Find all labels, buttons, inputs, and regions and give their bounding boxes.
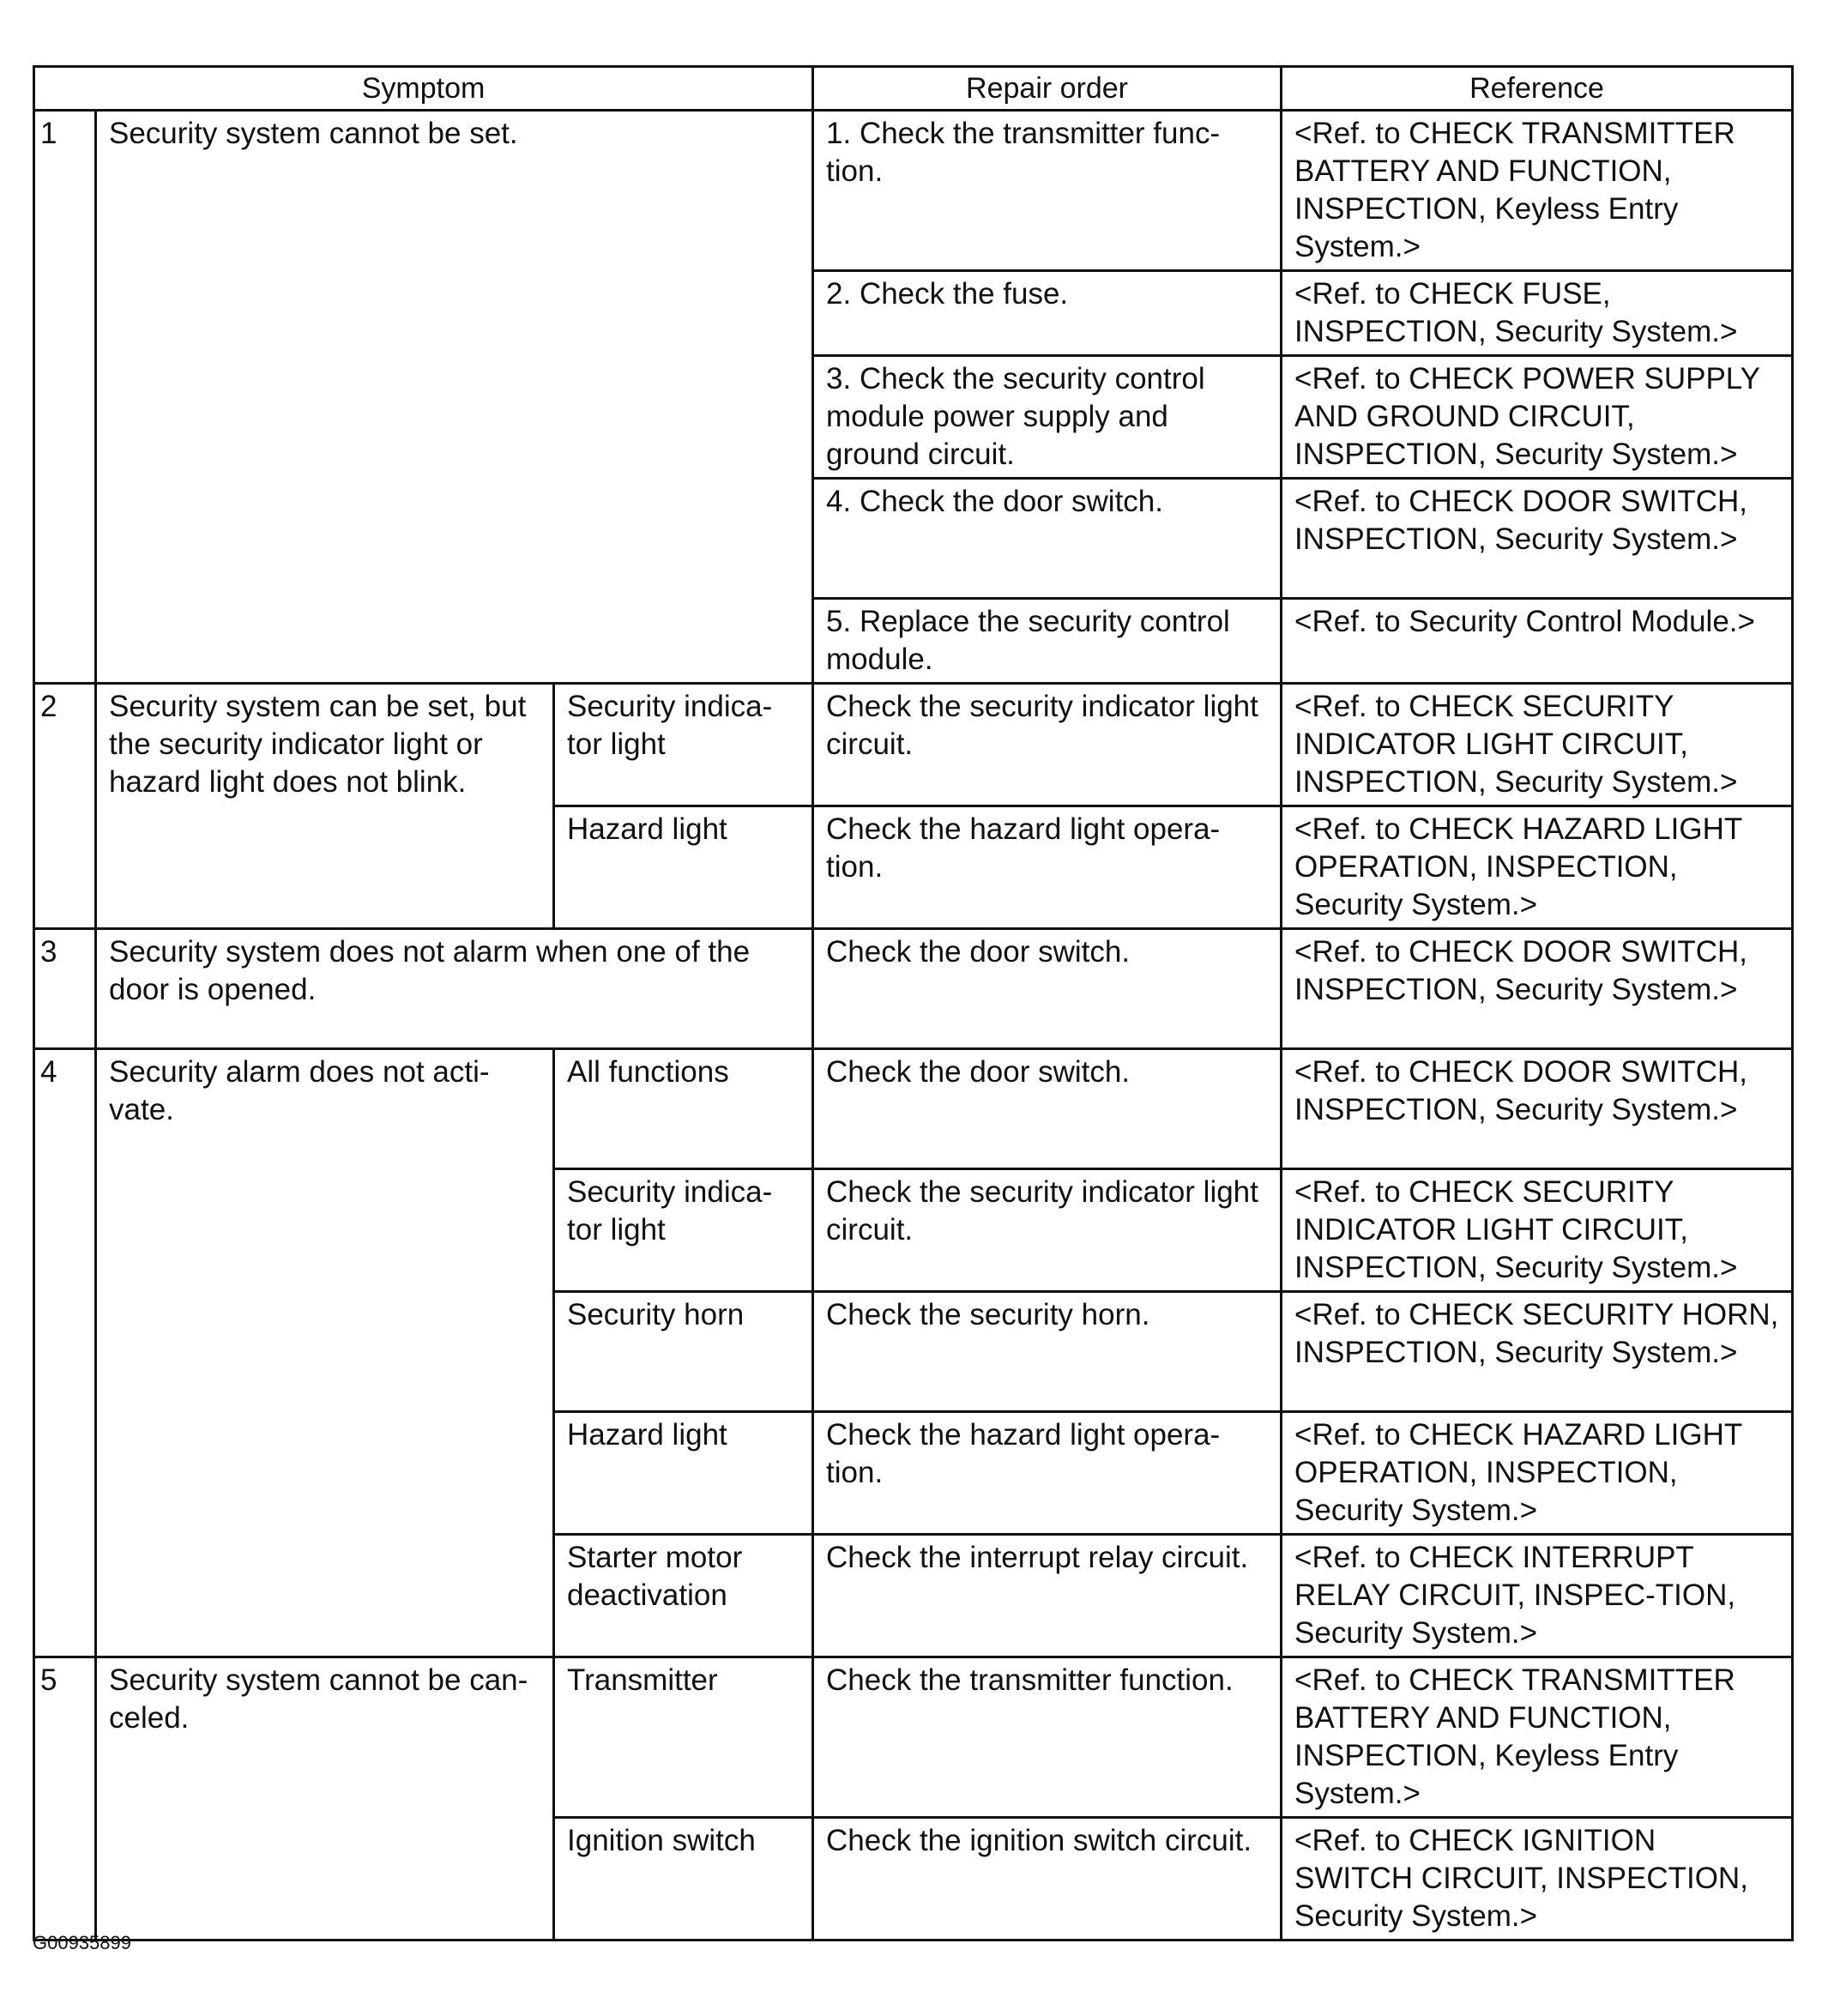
table-row: [34, 929, 1793, 1049]
symptom-text: Security alarm does not acti-vate.: [96, 1049, 554, 1657]
repair-order-cell: 2. Check the fuse.: [813, 271, 1282, 356]
reference-cell: <Ref. to CHECK SECURITY INDICATOR LIGHT CIRCUIT, INSPECTION, Security System.>: [1282, 684, 1793, 806]
reference-cell: <Ref. to CHECK POWER SUPPLY AND GROUND CIRCUIT, INSPECTION, Security System.>: [1282, 356, 1793, 479]
reference-cell: <Ref. to CHECK TRANSMITTER BATTERY AND FUNCTION, INSPECTION, Keyless Entry System.>: [1282, 111, 1793, 271]
symptom-text: Security system can be set, but the security indicator light or hazard light does not blink.: [96, 684, 554, 929]
reference-cell: <Ref. to CHECK IGNITION SWITCH CIRCUIT, INSPECTION, Security System.>: [1282, 1818, 1793, 1941]
symptom-text: Security system cannot be set.: [96, 111, 813, 684]
sub-condition: Hazard light: [554, 806, 813, 929]
reference-cell: <Ref. to CHECK DOOR SWITCH, INSPECTION, Security System.>: [1282, 929, 1793, 1049]
sub-condition: All functions: [554, 1049, 813, 1169]
symptom-text: Security system does not alarm when one of the door is opened.: [96, 929, 813, 1049]
reference-cell: <Ref. to CHECK SECURITY INDICATOR LIGHT CIRCUIT, INSPECTION, Security System.>: [1282, 1169, 1793, 1292]
symptom-text: Security system cannot be can-celed.: [96, 1657, 554, 1941]
reference-cell: <Ref. to CHECK DOOR SWITCH, INSPECTION, Security System.>: [1282, 479, 1793, 599]
repair-order-cell: Check the hazard light opera-tion.: [813, 1412, 1282, 1535]
header-repair-order: Repair order: [813, 67, 1282, 111]
sub-condition: Starter motor deactivation: [554, 1535, 813, 1657]
reference-cell: <Ref. to CHECK DOOR SWITCH, INSPECTION, Security System.>: [1282, 1049, 1793, 1169]
sub-condition: Hazard light: [554, 1412, 813, 1535]
repair-order-cell: Check the door switch.: [813, 1049, 1282, 1169]
table-row: [34, 684, 1793, 806]
table-row: [34, 1657, 1793, 1818]
symptom-number: 1: [34, 111, 96, 684]
reference-cell: <Ref. to CHECK SECURITY HORN, INSPECTION, Security System.>: [1282, 1292, 1793, 1412]
reference-cell: <Ref. to CHECK HAZARD LIGHT OPERATION, INSPECTION, Security System.>: [1282, 806, 1793, 929]
symptom-number: 4: [34, 1049, 96, 1657]
repair-order-cell: Check the door switch.: [813, 929, 1282, 1049]
repair-order-cell: Check the security indicator light circuit.: [813, 684, 1282, 806]
header-row: [34, 67, 1793, 111]
reference-cell: <Ref. to CHECK TRANSMITTER BATTERY AND FUNCTION, INSPECTION, Keyless Entry System.>: [1282, 1657, 1793, 1818]
repair-order-cell: Check the interrupt relay circuit.: [813, 1535, 1282, 1657]
repair-order-cell: 3. Check the security control module power supply and ground circuit.: [813, 356, 1282, 479]
table-row: [34, 1049, 1793, 1169]
reference-cell: <Ref. to Security Control Module.>: [1282, 599, 1793, 684]
repair-order-cell: Check the hazard light opera-tion.: [813, 806, 1282, 929]
repair-order-cell: 1. Check the transmitter func-tion.: [813, 111, 1282, 271]
reference-cell: <Ref. to CHECK FUSE, INSPECTION, Security System.>: [1282, 271, 1793, 356]
header-reference: Reference: [1282, 67, 1793, 111]
repair-order-cell: 4. Check the door switch.: [813, 479, 1282, 599]
sub-condition: Security horn: [554, 1292, 813, 1412]
repair-order-cell: 5. Replace the security control module.: [813, 599, 1282, 684]
reference-cell: <Ref. to CHECK INTERRUPT RELAY CIRCUIT, INSPEC-TION, Security System.>: [1282, 1535, 1793, 1657]
repair-order-cell: Check the security horn.: [813, 1292, 1282, 1412]
header-symptom: Symptom: [34, 67, 813, 111]
sub-condition: Ignition switch: [554, 1818, 813, 1941]
reference-cell: <Ref. to CHECK HAZARD LIGHT OPERATION, INSPECTION, Security System.>: [1282, 1412, 1793, 1535]
repair-order-cell: Check the security indicator light circuit.: [813, 1169, 1282, 1292]
sub-condition: Transmitter: [554, 1657, 813, 1818]
table-row: [34, 111, 1793, 271]
sub-condition: Security indica-tor light: [554, 684, 813, 806]
sub-condition: Security indica-tor light: [554, 1169, 813, 1292]
repair-order-cell: Check the transmitter function.: [813, 1657, 1282, 1818]
symptom-number: 3: [34, 929, 96, 1049]
figure-id: G00935899: [33, 1932, 131, 1953]
symptom-number: 2: [34, 684, 96, 929]
repair-order-cell: Check the ignition switch circuit.: [813, 1818, 1282, 1941]
diagnostic-table: [33, 65, 1794, 1941]
symptom-number: 5: [34, 1657, 96, 1941]
